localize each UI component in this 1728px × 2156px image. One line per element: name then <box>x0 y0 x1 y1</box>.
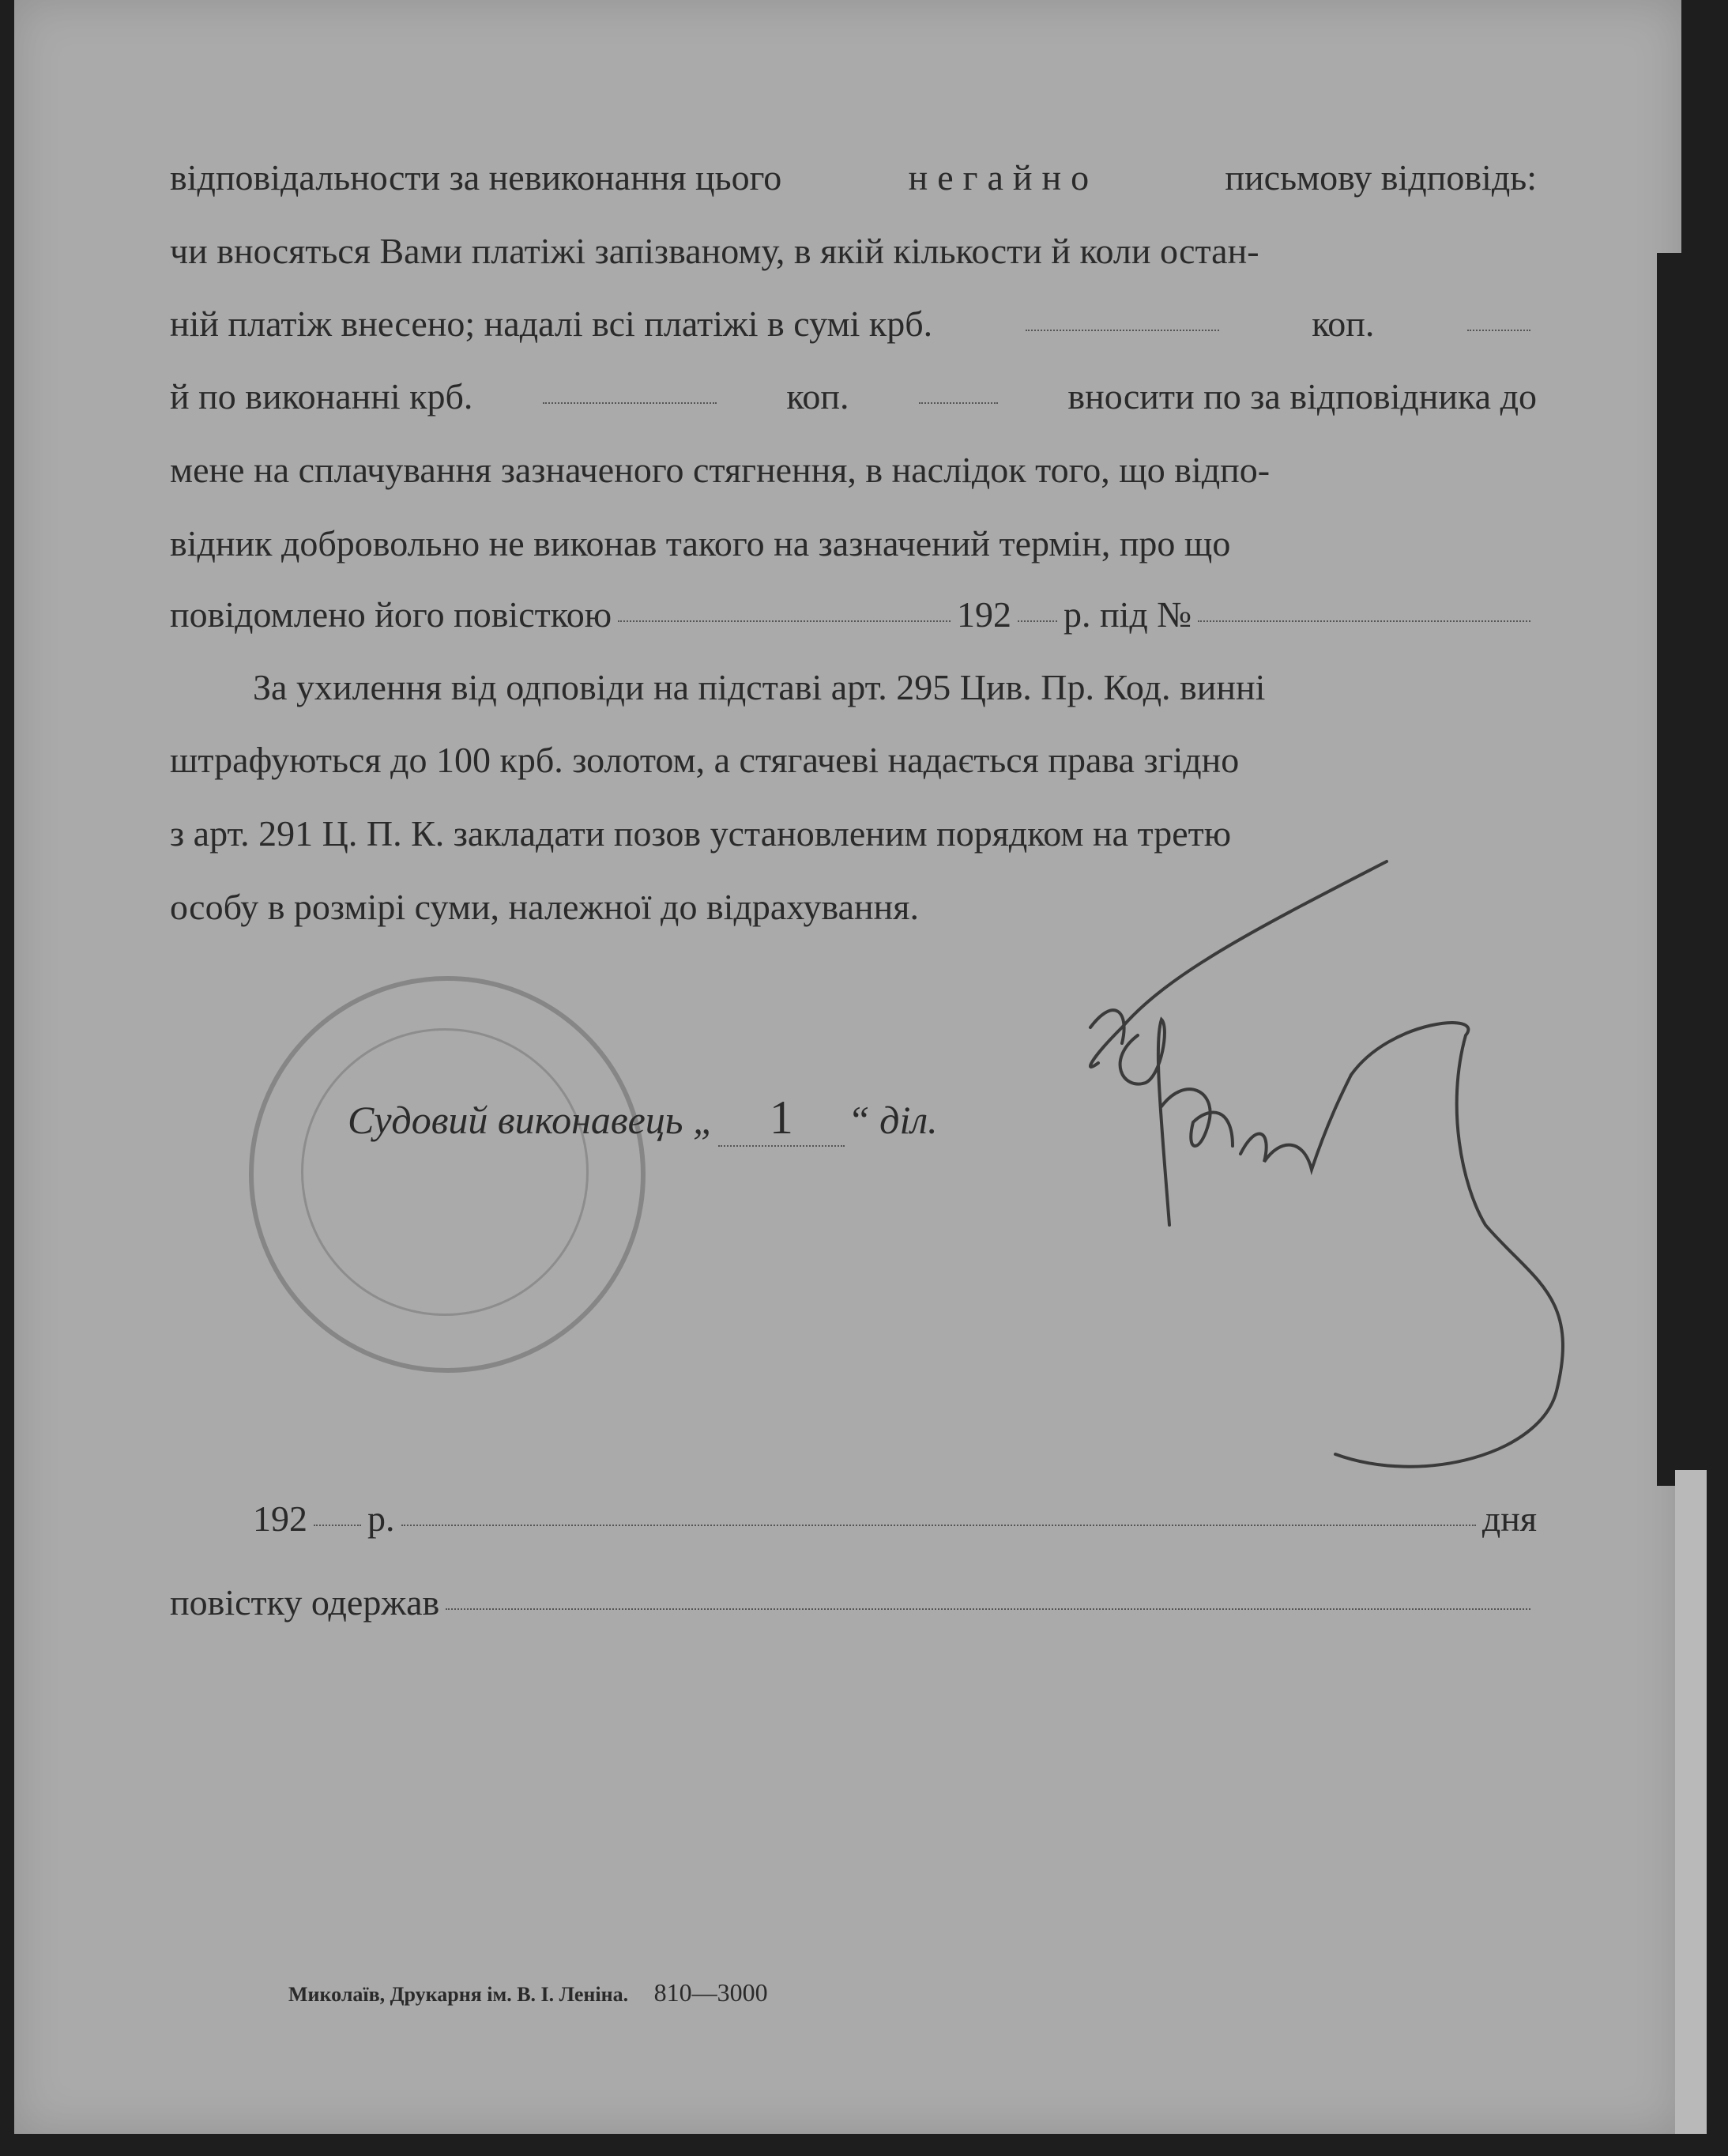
fill-line-year[interactable] <box>314 1525 361 1526</box>
received-label: повістку одержав <box>170 1582 440 1623</box>
text-segment: вносити по за відповідника до <box>1067 376 1537 416</box>
text-segment: мене на сплачування зазначеного стягнення, в наслідок того, що відпо- <box>170 450 1271 490</box>
text-segment: письмову відповідь: <box>1225 157 1537 198</box>
text-segment: особу в розмірі суми, належної до відрахування. <box>170 887 919 927</box>
receipt-year-suffix: р. <box>367 1498 395 1539</box>
emphasized-word: негайно <box>908 157 1099 198</box>
text-segment: відповідальности за невиконання цього <box>170 157 782 198</box>
text-segment: ній платіж внесено; надалі всі платіжі в сумі крб. <box>170 303 933 344</box>
fill-line-date[interactable] <box>401 1525 1476 1526</box>
text-segment: з арт. 291 Ц. П. К. закладати позов установленим порядком на третю <box>170 813 1232 854</box>
receipt-day-label: дня <box>1481 1498 1537 1539</box>
text-segment: р. під № <box>1063 594 1192 635</box>
text-segment: За ухилення від одповіди на підставі арт. 295 Цив. Пр. Код. винні <box>253 667 1266 707</box>
bailiff-label: Судовий виконавець „ <box>348 1098 715 1142</box>
printer-imprint <box>288 1978 768 2007</box>
text-segment: відник добровольно не виконав такого на зазначений термін, про що <box>170 523 1231 564</box>
fill-line-signature[interactable] <box>446 1608 1530 1610</box>
receipt-date-line <box>170 1495 1537 1543</box>
imprint-code: 810—3000 <box>653 1978 768 2007</box>
district-label: “ діл. <box>847 1098 938 1142</box>
text-segment: повідомлено його повісткою <box>170 594 612 635</box>
imprint-text: Миколаїв, Друкарня ім. В. І. Леніна. <box>288 1983 629 2006</box>
text-segment: й по виконанні крб. <box>170 376 473 416</box>
text-segment: чи вносяться Вами платіжі запізваному, в якій кількости й коли остан- <box>170 231 1259 271</box>
text-segment: коп. <box>786 376 849 416</box>
receipt-received-line <box>170 1579 1537 1626</box>
district-number: 1 <box>769 1091 793 1144</box>
text-segment: штрафуються до 100 крб. золотом, а стягачеві надається права згідно <box>170 740 1240 780</box>
text-segment: коп. <box>1312 303 1375 344</box>
text-segment: 192 <box>956 594 1011 635</box>
receipt-year: 192 <box>253 1498 307 1539</box>
